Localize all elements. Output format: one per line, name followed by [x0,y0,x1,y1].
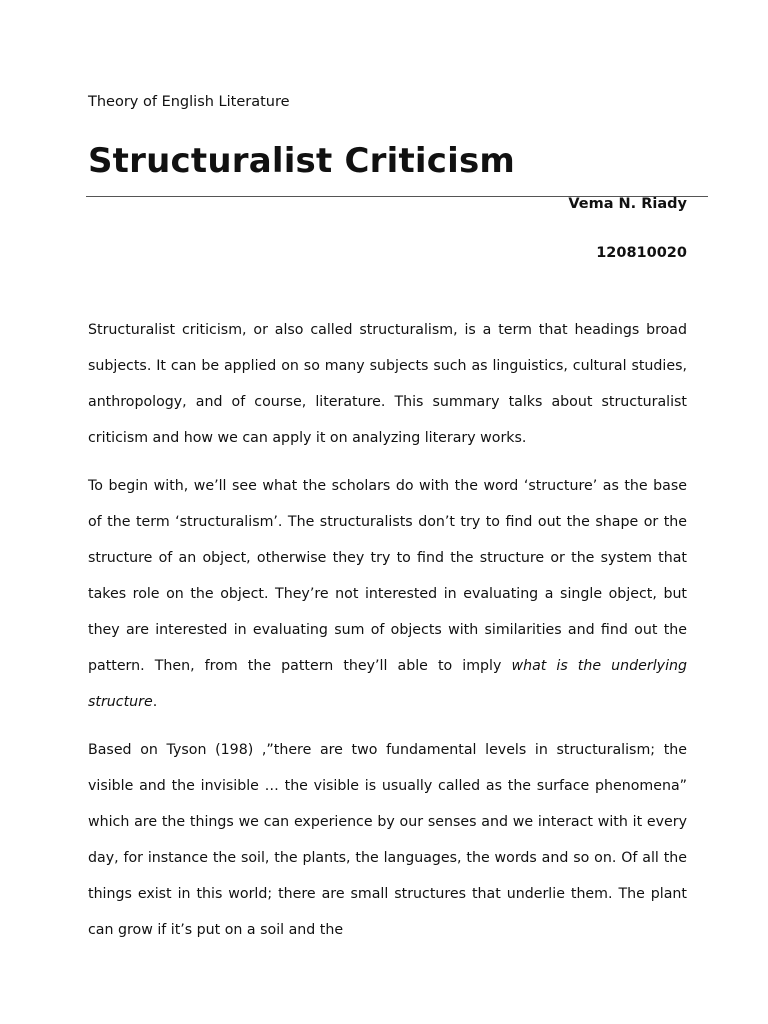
paragraph-2-text: To begin with, we’ll see what the scholars do with the word ‘structure’ as the base of the term ‘structuralism’. The structuralists don’t try to find out the shape or the structure of an object, otherwise they try to find the structure or the system that takes role on the object. They’re not interested in evaluating a single object, but they are interested in evaluating sum of objects with similarities and find out the pattern. Then, from the pattern they’ll able to imply [88,478,687,674]
paragraph-2-emphasis: what is the underlying structure [88,658,688,710]
document-title: Structuralist Criticism [88,141,516,181]
document-body [88,312,687,960]
paragraph-1 [88,312,687,456]
course-title: Theory of English Literature [88,94,290,110]
paragraph-2-tail: . [152,694,158,710]
author-name: Vema N. Riady [568,196,687,212]
paragraph-3-text: Based on Tyson (198) ,”there are two fundamental levels in structuralism; the visible and the invisible … the visible is usually called as the surface phenomena” which are the things we can experience by our senses and we interact with it every day, for instance the soil, the plants, the languages, the words and so on. Of all the things exist in this world; there are small structures that underlie them. The plant can grow if it’s put on a soil and the [88,742,687,938]
paragraph-1-text: Structuralist criticism, or also called structuralism, is a term that headings broad subjects. It can be applied on so many subjects such as linguistics, cultural studies, anthropology, and of course, literature. This summary talks about structuralist criticism and how we can apply it on analyzing literary works. [88,322,687,446]
student-id: 120810020 [596,245,687,261]
paragraph-3 [88,732,687,948]
paragraph-2 [88,468,687,720]
